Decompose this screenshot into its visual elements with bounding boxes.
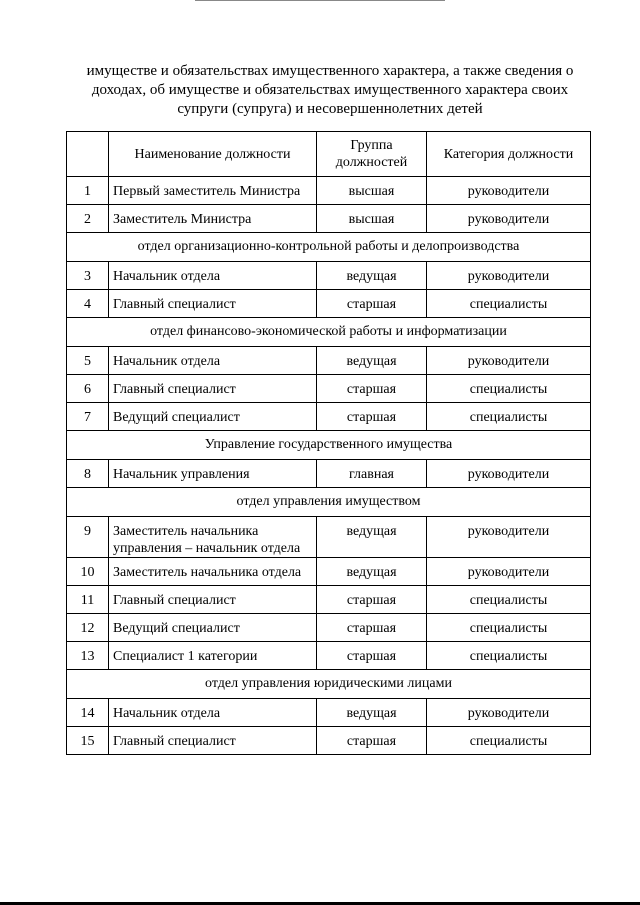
cell-group: ведущая <box>317 262 427 290</box>
section-title: отдел финансово-экономической работы и информатизации <box>67 318 591 347</box>
cell-position: Начальник отдела <box>109 347 317 375</box>
table-row <box>67 290 591 318</box>
cell-position: Первый заместитель Министра <box>109 177 317 205</box>
cell-position: Главный специалист <box>109 727 317 755</box>
table-row <box>67 403 591 431</box>
section-title: отдел организационно-контрольной работы и делопроизводства <box>67 233 591 262</box>
cell-num: 15 <box>67 727 109 755</box>
table-row <box>67 727 591 755</box>
cell-category: специалисты <box>427 642 591 670</box>
header-position: Наименование должности <box>109 132 317 177</box>
cell-position: Главный специалист <box>109 290 317 318</box>
header-category: Категория должности <box>427 132 591 177</box>
cell-position: Начальник управления <box>109 460 317 488</box>
cell-group: старшая <box>317 403 427 431</box>
section-title: отдел управления юридическими лицами <box>67 670 591 699</box>
cell-group: ведущая <box>317 558 427 586</box>
intro-line: супруги (супруга) и несовершеннолетних детей <box>177 101 483 117</box>
cell-position: Ведущий специалист <box>109 403 317 431</box>
cell-num: 12 <box>67 614 109 642</box>
cell-category: руководители <box>427 558 591 586</box>
cell-num: 8 <box>67 460 109 488</box>
table-header-row <box>67 132 591 177</box>
cell-num: 4 <box>67 290 109 318</box>
table-row <box>67 375 591 403</box>
positions-table <box>66 131 591 755</box>
table-row <box>67 517 591 558</box>
cell-position: Специалист 1 категории <box>109 642 317 670</box>
cell-group: старшая <box>317 586 427 614</box>
cell-group: высшая <box>317 205 427 233</box>
cell-group: старшая <box>317 727 427 755</box>
cell-category: специалисты <box>427 403 591 431</box>
cell-position: Ведущий специалист <box>109 614 317 642</box>
table-row <box>67 614 591 642</box>
cell-num: 7 <box>67 403 109 431</box>
cell-num: 14 <box>67 699 109 727</box>
cell-category: специалисты <box>427 727 591 755</box>
cell-group: ведущая <box>317 699 427 727</box>
table-row <box>67 699 591 727</box>
cell-category: руководители <box>427 517 591 558</box>
cell-position: Заместитель начальника отдела <box>109 558 317 586</box>
cell-position: Главный специалист <box>109 586 317 614</box>
header-group: Группа должностей <box>317 132 427 177</box>
cell-group: высшая <box>317 177 427 205</box>
section-row <box>67 431 591 460</box>
cell-group: главная <box>317 460 427 488</box>
cell-category: специалисты <box>427 586 591 614</box>
table-row <box>67 460 591 488</box>
cell-num: 11 <box>67 586 109 614</box>
table-row <box>67 205 591 233</box>
table-row <box>67 586 591 614</box>
table-row <box>67 642 591 670</box>
intro-line: имуществе и обязательствах имущественного характера, а также сведения о <box>86 63 574 79</box>
intro-line: доходах, об имуществе и обязательствах имущественного характера своих <box>91 82 569 98</box>
cell-category: руководители <box>427 347 591 375</box>
table-body <box>67 177 591 755</box>
section-title: отдел управления имуществом <box>67 488 591 517</box>
cell-category: руководители <box>427 262 591 290</box>
cell-category: руководители <box>427 460 591 488</box>
table-row <box>67 262 591 290</box>
table-row <box>67 558 591 586</box>
section-row <box>67 670 591 699</box>
cell-num: 9 <box>67 517 109 558</box>
top-rule <box>195 0 445 1</box>
cell-category: специалисты <box>427 375 591 403</box>
cell-num: 13 <box>67 642 109 670</box>
section-row <box>67 488 591 517</box>
section-row <box>67 233 591 262</box>
cell-position: Начальник отдела <box>109 262 317 290</box>
cell-num: 10 <box>67 558 109 586</box>
cell-group: старшая <box>317 290 427 318</box>
cell-category: руководители <box>427 699 591 727</box>
table-row <box>67 177 591 205</box>
header-num <box>67 132 109 177</box>
cell-category: специалисты <box>427 614 591 642</box>
section-row <box>67 318 591 347</box>
cell-category: руководители <box>427 177 591 205</box>
cell-group: старшая <box>317 614 427 642</box>
cell-num: 2 <box>67 205 109 233</box>
cell-group: старшая <box>317 642 427 670</box>
cell-group: старшая <box>317 375 427 403</box>
cell-num: 3 <box>67 262 109 290</box>
intro-text <box>70 62 590 119</box>
cell-group: ведущая <box>317 347 427 375</box>
cell-position: Заместитель Министра <box>109 205 317 233</box>
section-title: Управление государственного имущества <box>67 431 591 460</box>
cell-group: ведущая <box>317 517 427 558</box>
cell-category: руководители <box>427 205 591 233</box>
cell-category: специалисты <box>427 290 591 318</box>
cell-position: Начальник отдела <box>109 699 317 727</box>
cell-position: Главный специалист <box>109 375 317 403</box>
cell-num: 5 <box>67 347 109 375</box>
cell-num: 1 <box>67 177 109 205</box>
table-row <box>67 347 591 375</box>
cell-num: 6 <box>67 375 109 403</box>
cell-position: Заместитель начальника управления – начальник отдела <box>109 517 317 558</box>
